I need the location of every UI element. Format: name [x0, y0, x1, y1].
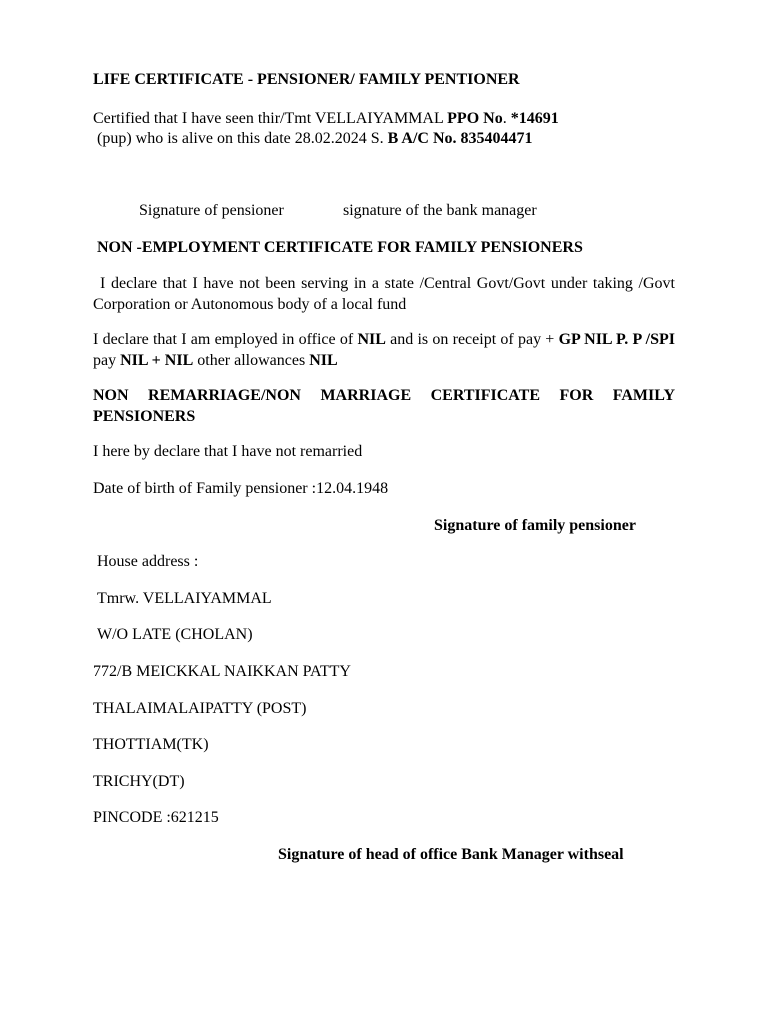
- signature-head-of-office: Signature of head of office Bank Manager withseal: [278, 846, 624, 863]
- pincode: PINCODE :621215: [93, 809, 219, 826]
- address-line: TRICHY(DT): [93, 773, 185, 790]
- ppo-label: PPO No: [447, 110, 503, 127]
- certified-statement: Certified that I have seen thir/Tmt VELLAIYAMMAL: [93, 110, 448, 127]
- signature-of-pensioner: Signature of pensioner: [139, 202, 284, 219]
- address-line: THALAIMALAIPATTY (POST): [93, 700, 307, 717]
- ppo-number: *14691: [510, 110, 559, 127]
- alive-statement: (pup) who is alive on this date 28.02.2024 S.: [93, 130, 388, 147]
- ppo-separator: .: [502, 110, 511, 127]
- life-certificate-line-1: [93, 109, 559, 129]
- employment-pay-declaration: I declare that I am employed in office of NIL and is on receipt of pay + GP NIL P. P /SPI pay NIL + NIL other allowances NIL: [93, 331, 675, 369]
- signature-of-family-pensioner: Signature of family pensioner: [434, 517, 636, 534]
- date-of-birth: Date of birth of Family pensioner :12.04.1948: [93, 480, 389, 497]
- non-remarriage-title: NON REMARRIAGE/NON MARRIAGE CERTIFICATE FOR FAMILY PENSIONERS: [93, 387, 675, 425]
- life-certificate-line-2: [93, 129, 533, 149]
- bank-account-number: B A/C No. 835404471: [387, 130, 533, 147]
- signature-of-bank-manager: signature of the bank manager: [343, 202, 537, 219]
- address-line: 772/B MEICKKAL NAIKKAN PATTY: [93, 663, 351, 680]
- address-line: W/O LATE (CHOLAN): [97, 626, 253, 643]
- non-remarriage-declaration: I here by declare that I have not remarried: [93, 443, 363, 460]
- non-employment-title: NON -EMPLOYMENT CERTIFICATE FOR FAMILY PENSIONERS: [97, 239, 583, 256]
- non-employment-declaration: I declare that I have not been serving in a state /Central Govt/Govt under taking /Govt Corporation or Autonomous body of a local fund: [93, 275, 675, 313]
- house-address-label: House address :: [97, 553, 199, 570]
- address-line: Tmrw. VELLAIYAMMAL: [97, 590, 272, 607]
- address-line: THOTTIAM(TK): [93, 736, 209, 753]
- life-certificate-title: LIFE CERTIFICATE - PENSIONER/ FAMILY PENTIONER: [93, 71, 520, 88]
